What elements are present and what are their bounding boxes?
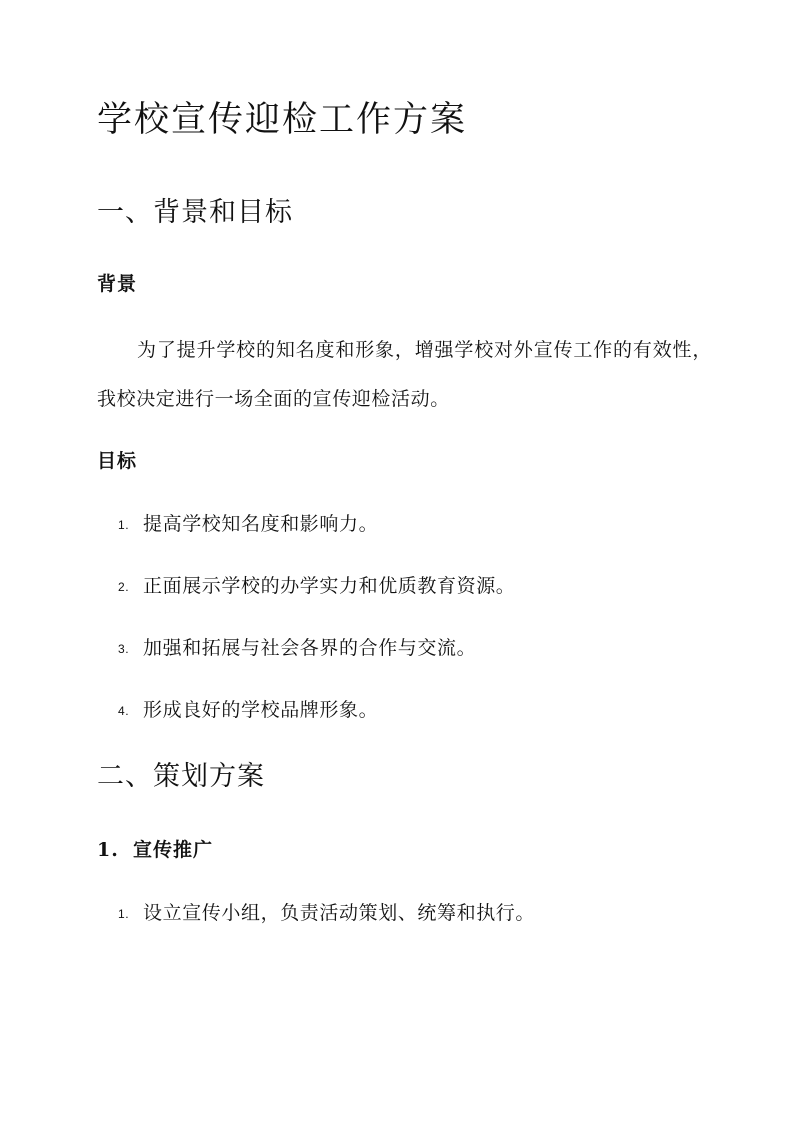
list-item bbox=[97, 509, 378, 540]
list-item bbox=[97, 695, 378, 726]
list-text: 正面展示学校的办学实力和优质教育资源。 bbox=[143, 575, 516, 597]
section-heading-background: 一、背景和目标 bbox=[97, 197, 293, 228]
list-item bbox=[97, 571, 515, 602]
subheading-goals: 目标 bbox=[97, 450, 138, 472]
subheading-text: 宣传推广 bbox=[133, 839, 214, 861]
subheading-background: 背景 bbox=[97, 273, 138, 295]
list-text: 设立宣传小组，负责活动策划、统筹和执行。 bbox=[143, 902, 536, 924]
list-text: 加强和拓展与社会各界的合作与交流。 bbox=[143, 637, 477, 659]
section-heading-plan: 二、策划方案 bbox=[97, 761, 265, 792]
list-item bbox=[97, 633, 476, 664]
list-text: 形成良好的学校品牌形象。 bbox=[143, 699, 379, 721]
list-number: 3. bbox=[118, 642, 130, 656]
list-number: 4. bbox=[118, 704, 130, 718]
subheading-number: 1. bbox=[97, 839, 119, 861]
list-item bbox=[97, 898, 535, 929]
list-number: 1. bbox=[118, 907, 130, 921]
background-paragraph: 为了提升学校的知名度和形象，增强学校对外宣传工作的有效性，我校决定进行一场全面的宣传迎检活动。 bbox=[97, 339, 712, 410]
subheading-promotion bbox=[97, 836, 213, 864]
list-text: 提高学校知名度和影响力。 bbox=[143, 513, 379, 535]
list-number: 2. bbox=[118, 580, 130, 594]
list-number: 1. bbox=[118, 518, 130, 532]
document-title: 学校宣传迎检工作方案 bbox=[97, 100, 468, 140]
